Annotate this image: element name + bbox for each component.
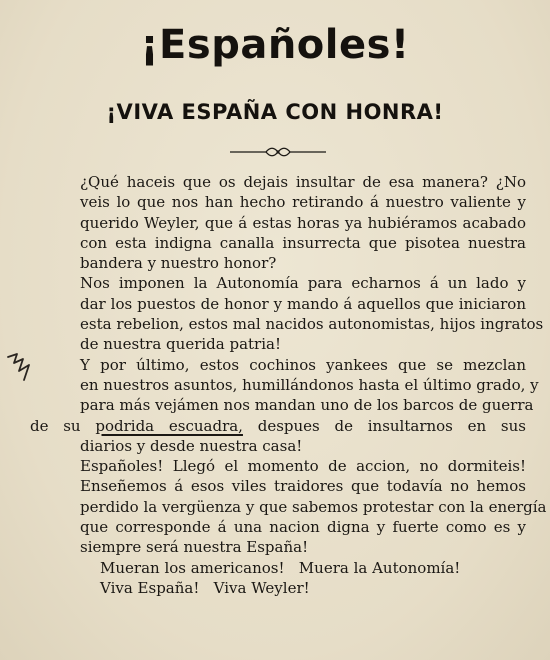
paragraph-3	[30, 355, 539, 456]
text-line: Enseñemos á esos viles traidores que todavía no hemos	[80, 477, 526, 496]
closing-line: Viva España! Viva Weyler!	[100, 578, 310, 597]
paragraph-1	[30, 172, 526, 273]
text-line: ¿Qué haceis que os dejais insultar de esa manera? ¿No	[80, 173, 526, 191]
page-title: ¡Españoles!	[140, 22, 410, 68]
paragraph-4	[30, 456, 547, 557]
text-line: siempre será nuestra España!	[80, 538, 309, 557]
text-line: en nuestros asuntos, humillándonos hasta el último grado, y	[80, 375, 539, 394]
divider-ornament-icon	[228, 146, 328, 158]
underlined-phrase: podrida escuadra,	[95, 416, 243, 435]
proclamation-body	[30, 172, 547, 598]
text-fragment: de su	[30, 416, 81, 435]
page-subtitle: ¡VIVA ESPAÑA CON HONRA!	[106, 100, 444, 124]
text-line: Españoles! Llegó el momento de accion, no dormiteis!	[80, 457, 526, 476]
text-line: esta rebelion, estos mal nacidos autonomistas, hijos ingratos	[80, 315, 544, 334]
closing-cries	[30, 558, 526, 599]
text-line: para más vejámen nos mandan uno de los barcos de guerra	[80, 396, 534, 415]
text-fragment: despues de insultarnos en sus	[257, 416, 526, 435]
text-line: veis lo que nos han hecho retirando á nuestro valiente y	[80, 193, 526, 212]
text-line: Y por último, estos cochinos yankees que se mezclan	[80, 355, 526, 374]
text-line-with-underline	[30, 416, 526, 436]
text-line: diarios y desde nuestra casa!	[80, 436, 303, 455]
text-line: querido Weyler, que á estas horas ya hubiéramos acabado	[80, 213, 526, 232]
text-line: de nuestra querida patria!	[80, 335, 281, 354]
paragraph-2	[30, 273, 544, 354]
text-line: bandera y nuestro honor?	[80, 254, 277, 273]
closing-line: Mueran los americanos! Muera la Autonomía!	[100, 558, 461, 577]
text-line: con esta indigna canalla insurrecta que pisotea nuestra	[80, 233, 526, 252]
text-line: perdido la vergüenza y que sabemos protestar con la energía	[80, 497, 547, 516]
text-line: que corresponde á una nacion digna y fuerte como es y	[80, 518, 526, 537]
text-line: Nos imponen la Autonomía para echarnos á un lado y	[80, 274, 526, 293]
text-line: dar los puestos de honor y mando á aquellos que iniciaron	[80, 294, 526, 313]
